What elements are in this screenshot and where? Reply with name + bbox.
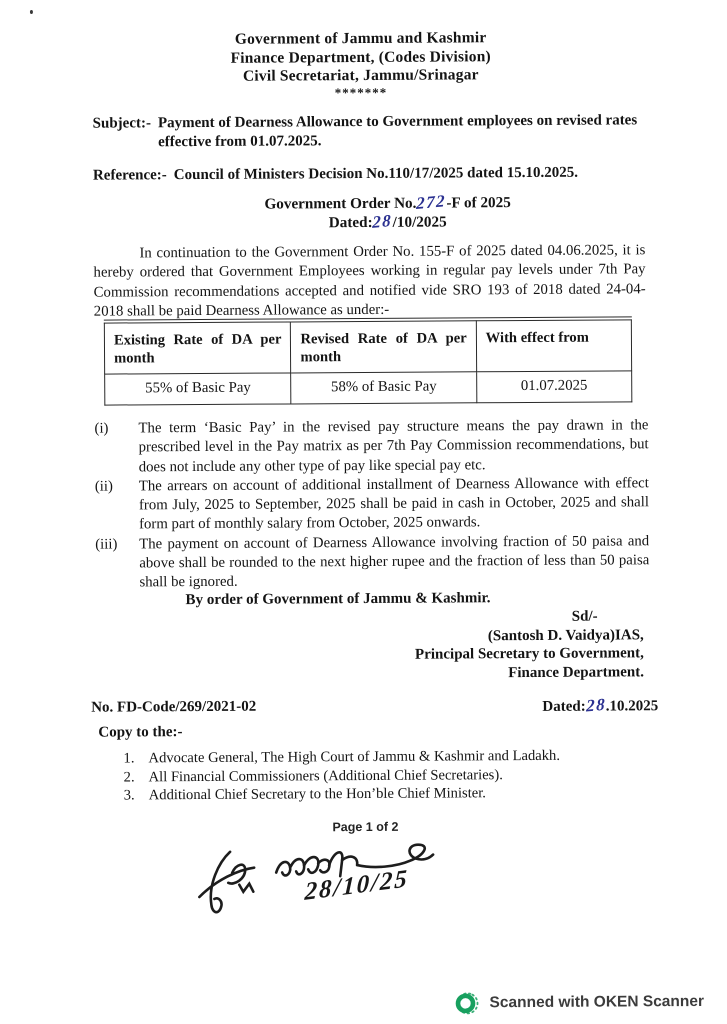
order-date-label: Dated: (328, 213, 373, 232)
footer-date-label: Dated: (542, 698, 586, 715)
order-date-line (50, 211, 725, 234)
order-number-handwritten: 272 (416, 191, 447, 214)
clause-text: The payment on account of Dearness Allowance involving fraction of 50 paisa and above shall be rounded to the next higher rupee and the fraction of less than 50 paisa shall be ignored. (139, 533, 650, 591)
subject-text: Payment of Dearness Allowance to Government employees on revised rates effective from 01.07.2025. (157, 112, 638, 151)
signatory-name: (Santosh D. Vaidya)IAS, (487, 626, 644, 644)
clause-i (94, 416, 648, 477)
by-order-line: By order of Government of Jammu & Kashmir. (185, 590, 491, 609)
list-item (124, 765, 561, 786)
scanner-watermark-text: Scanned with OKEN Scanner (489, 992, 705, 1012)
file-number-row (91, 696, 658, 718)
cell-effect-date: 01.07.2025 (476, 371, 631, 403)
footer-date-handwritten: 28 (585, 694, 606, 716)
clause-text: The term ‘Basic Pay’ in the revised pay structure means the pay drawn in the prescribed level in the Pay matrix as per 7th Pay Commission recommendations, but does not include any other type of pay like special pay etc. (138, 417, 649, 475)
table-header-existing-rate: Existing Rate of DA per month (104, 322, 291, 374)
department-name: Finance Department, (Codes Division) (230, 47, 491, 67)
da-rates-table (104, 316, 633, 405)
footer-date-suffix: .10.2025 (605, 698, 659, 715)
sd-line: Sd/- (571, 608, 598, 625)
list-item-text: Additional Chief Secretary to the Hon’ble Chief Minister. (148, 785, 486, 804)
clause-number: (i) (94, 420, 109, 437)
scan-artifact-dot (30, 10, 33, 14)
org-name: Government of Jammu and Kashmir (234, 29, 487, 48)
clause-number: (ii) (94, 478, 113, 495)
body-paragraph: In continuation to the Government Order No. 155-F of 2025 dated 04.06.2025, it is hereby ordered that Government Employees working in regular pay levels under 7th Pay Commission recommendations accepted and notified vide SRO 193 of 2018 dated 24-04-2018 shall be paid Dearness Allowance as under:- (93, 242, 646, 320)
list-item-number: 3. (123, 787, 135, 804)
file-number: No. FD-Code/269/2021-02 (91, 698, 257, 716)
signatory-block (415, 607, 644, 683)
order-number-block (0, 192, 725, 234)
list-item (124, 784, 561, 805)
table-header-revised-rate: Revised Rate of DA per month (291, 321, 477, 373)
page-number: Page 1 of 2 (332, 819, 399, 835)
handwritten-signature-left (194, 847, 260, 919)
clause-list (94, 416, 649, 593)
clause-text: The arrears on account of additional installment of Dearness Allowance with effect from July, 2025 to September, 2025 shall be paid in cash in October, 2025 and shall form part of monthly salary from October, 2025 onwards. (138, 475, 649, 533)
footer-date (542, 696, 658, 716)
signatory-designation: Principal Secretary to Government, (414, 645, 644, 663)
order-number-prefix: Government Order No. (264, 194, 417, 213)
list-item-number: 1. (123, 750, 135, 767)
list-item-number: 2. (123, 768, 135, 786)
list-item-text: All Financial Commissioners (Additional Chief Secretaries). (148, 766, 503, 785)
letterhead (0, 28, 724, 102)
table-header-effect-date: With effect from (476, 320, 632, 372)
copy-to-label: Copy to the:- (98, 724, 183, 741)
order-date-suffix: /10/2025 (392, 213, 447, 231)
reference-line (93, 163, 673, 186)
clause-ii (95, 474, 649, 535)
oken-scanner-icon (453, 990, 479, 1016)
clause-number: (iii) (95, 536, 118, 553)
list-item-text: Advocate General, The High Court of Jammu & Kashmir and Ladakh. (148, 747, 561, 767)
table-row (105, 371, 632, 405)
clause-iii (95, 532, 649, 593)
secretariat-line: Civil Secretariat, Jammu/Srinagar (242, 66, 479, 85)
cell-existing-rate: 55% of Basic Pay (105, 373, 292, 405)
order-date-handwritten: 28 (372, 210, 393, 232)
signatory-department: Finance Department. (508, 664, 645, 681)
separator-stars: ******* (334, 84, 388, 100)
reference-text: Council of Ministers Decision No.110/17/2025 dated 15.10.2025. (173, 164, 578, 184)
copy-to-list (123, 747, 560, 805)
handwritten-date: 28/10/25 (304, 865, 410, 906)
subject-line (93, 111, 645, 152)
subject-label: Subject:- (92, 115, 151, 132)
order-number-suffix: -F of 2025 (446, 194, 511, 212)
scanner-watermark (453, 989, 704, 1017)
reference-label: Reference:- (92, 167, 167, 184)
cell-revised-rate: 58% of Basic Pay (291, 372, 476, 404)
table-header-row (104, 320, 631, 374)
